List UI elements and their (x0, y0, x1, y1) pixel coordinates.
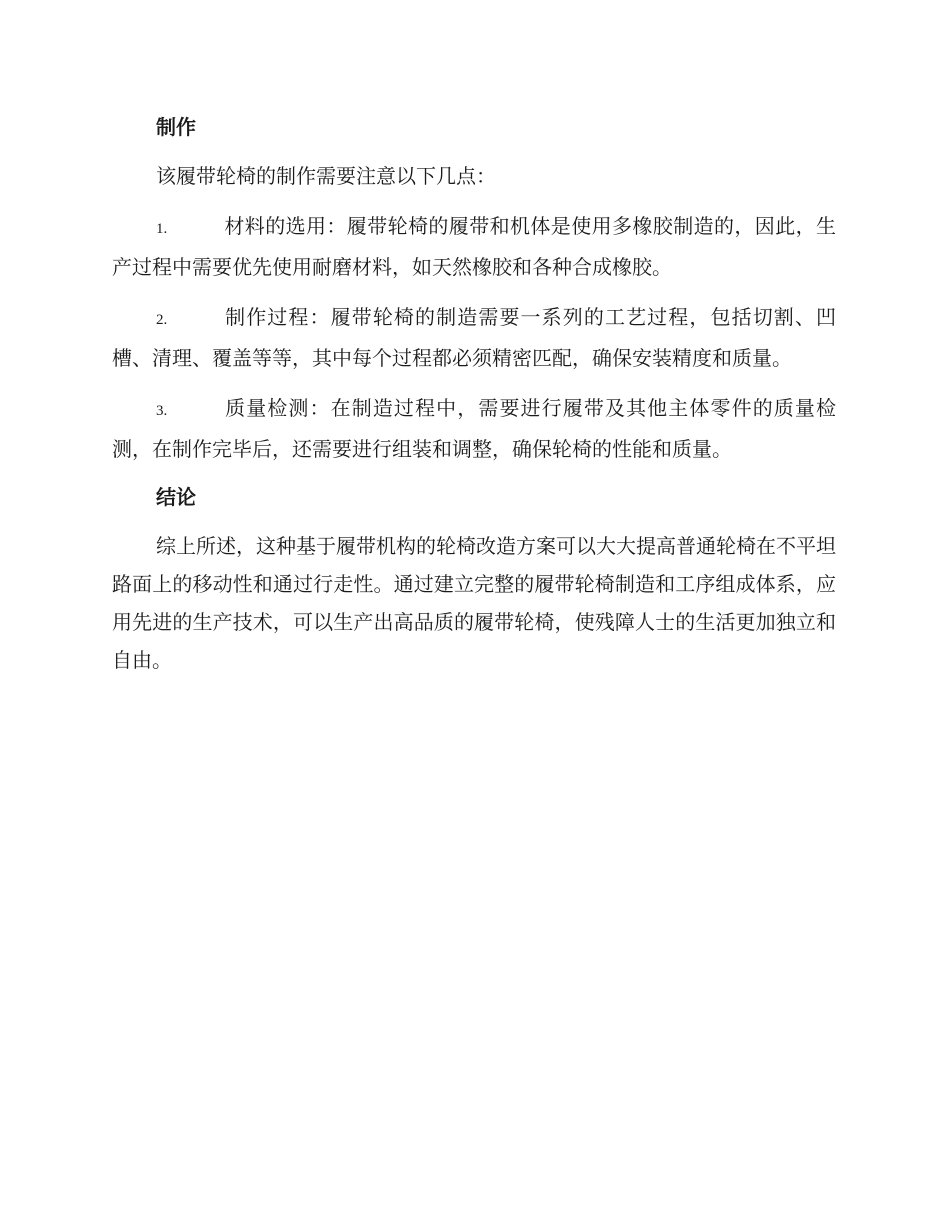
list-item (112, 389, 836, 468)
conclusion-paragraph: 综上所述，这种基于履带机构的轮椅改造方案可以大大提高普通轮椅在不平坦路面上的移动性和通过行走性。通过建立完整的履带轮椅制造和工序组成体系，应用先进的生产技术，可以生产出高品质的履带轮椅，使残障人士的生活更加独立和自由。 (112, 534, 836, 672)
list-item-text: 材料的选用：履带轮椅的履带和机体是使用多橡胶制造的，因此，生产过程中需要优先使用耐磨材料，如天然橡胶和各种合成橡胶。 (112, 214, 836, 279)
list-item-text: 制作过程：履带轮椅的制造需要一系列的工艺过程，包括切割、凹槽、清理、覆盖等等，其中每个过程都必须精密匹配，确保安装精度和质量。 (112, 305, 836, 370)
list-item (112, 298, 836, 377)
section-heading-production: 制作 (156, 115, 196, 139)
production-intro: 该履带轮椅的制作需要注意以下几点： (156, 164, 496, 188)
list-item-number: 2. (156, 312, 168, 328)
list-item-number: 3. (156, 403, 168, 419)
list-item (112, 207, 836, 286)
section-heading-conclusion: 结论 (156, 485, 196, 509)
document-page (112, 110, 836, 691)
list-item-number: 1. (156, 221, 168, 237)
list-item-text: 质量检测：在制造过程中，需要进行履带及其他主体零件的质量检测，在制作完毕后，还需要进行组装和调整，确保轮椅的性能和质量。 (112, 396, 836, 461)
